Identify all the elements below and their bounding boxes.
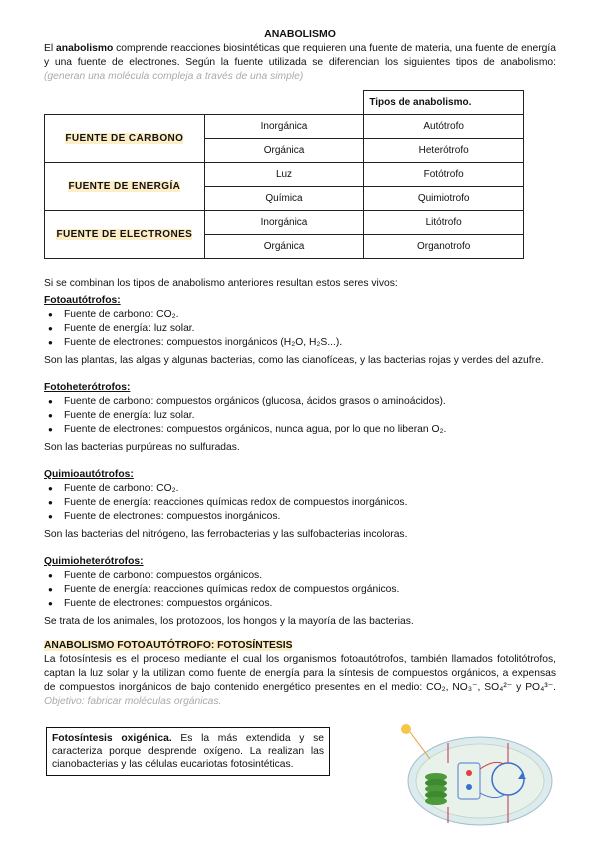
bullet-list <box>44 308 556 350</box>
section-quimioheterotrofos <box>44 555 556 629</box>
section-description: Son las bacterias del nitrógeno, las ferrobacterias y las sulfobacterias incoloras. <box>44 529 408 540</box>
intro-prefix: El <box>44 43 57 54</box>
nadph-icon <box>466 784 472 790</box>
section-fotoheterotrofos <box>44 381 556 455</box>
section-quimioautotrofos <box>44 468 556 542</box>
table-cell: Luz <box>204 163 364 187</box>
table-cell: Orgánica <box>204 235 364 259</box>
list-item: ● Fuente de electrones: compuestos orgánicos. <box>64 597 556 611</box>
list-item: ● Fuente de electrones: compuestos inorgánicos (H₂O, H₂S...). <box>64 336 556 350</box>
list-item: ● Fuente de electrones: compuestos orgánicos, nunca agua, por lo que no liberan O₂. <box>64 423 556 437</box>
list-item: ● Fuente de carbono: compuestos orgánicos. <box>64 569 556 583</box>
table-cell: Heterótrofo <box>364 139 524 163</box>
section-title: Quimioautótrofos: <box>44 469 134 480</box>
group-label-electrons: FUENTE DE ELECTRONES <box>45 211 205 259</box>
group-label-carbon: FUENTE DE CARBONO <box>45 115 205 163</box>
table-cell: Litótrofo <box>364 211 524 235</box>
table-cell: Autótrofo <box>364 115 524 139</box>
group-label-energy: FUENTE DE ENERGÍA <box>45 163 205 211</box>
table-cell: Inorgánica <box>204 115 364 139</box>
combine-text: Si se combinan los tipos de anabolismo anteriores resultan estos seres vivos: <box>44 278 398 289</box>
table-cell: Organotrofo <box>364 235 524 259</box>
section-description: Se trata de los animales, los protozoos, los hongos y la mayoría de las bacterias. <box>44 616 414 627</box>
section-fotoautotrofos <box>44 294 556 368</box>
list-item: ● Fuente de carbono: compuestos orgánicos (glucosa, ácidos grasos o aminoácidos). <box>64 395 556 409</box>
section-description: Son las plantas, las algas y algunas bacterias, como las cianofíceas, y las bacterias rojas y verdes del azufre. <box>44 355 544 366</box>
chloroplast-diagram <box>396 719 556 831</box>
table-cell: Fotótrofo <box>364 163 524 187</box>
table-cell: Inorgánica <box>204 211 364 235</box>
oxygenic-box <box>46 727 330 776</box>
list-item: ● Fuente de energía: reacciones químicas redox de compuestos inorgánicos. <box>64 496 556 510</box>
photosynthesis-hint: Objetivo: fabricar moléculas orgánicas. <box>44 696 222 707</box>
anabolism-types-table <box>44 90 524 259</box>
section-title: Fotoautótrofos: <box>44 295 121 306</box>
list-item: ● Fuente de carbono: CO₂. <box>64 308 556 322</box>
intro-text: comprende reacciones biosintéticas que requieren una fuente de materia, una fuente de energía y una fuente de electrones. Según la fuente utilizada se diferencian los siguientes tipos de anabolismo: <box>44 43 556 68</box>
oxygenic-text: Es la más extendida y se caracteriza porque desprende oxígeno. La realizan las cianobacterias y las células eucariotas fotosintéticas. <box>52 733 324 770</box>
intro-bold-term: anabolismo <box>56 43 114 54</box>
table-cell: Orgánica <box>204 139 364 163</box>
table-cell: Quimiotrofo <box>364 187 524 211</box>
table-header: Tipos de anabolismo. <box>364 91 524 115</box>
table-empty-corner <box>45 91 364 115</box>
bottom-row <box>44 719 556 831</box>
section-title: Fotoheterótrofos: <box>44 382 131 393</box>
photosynthesis-heading: ANABOLISMO FOTOAUTÓTROFO: FOTOSÍNTESIS <box>44 640 293 651</box>
list-item: ● Fuente de carbono: CO₂. <box>64 482 556 496</box>
thylakoid-stack-icon <box>425 773 447 805</box>
bullet-list <box>44 569 556 611</box>
intro-paragraph <box>44 42 556 84</box>
photosynthesis-paragraph: La fotosíntesis es el proceso mediante el cual los organismos fotoautótrofos, también llamados fotolitótrofos, captan la luz solar y la utilizan como fuente de energía para la síntesis de compuestos orgánicos, a expensas de compuestos inorgánicos de bajo contenido energético presentes en el medio: CO₂, NO₃⁻, SO₄²⁻ y PO₄³⁻. Objetivo: fabricar moléculas orgánicas. <box>44 654 556 707</box>
list-item: ● Fuente de energía: luz solar. <box>64 322 556 336</box>
page <box>44 28 556 831</box>
page-title: ANABOLISMO <box>264 28 336 40</box>
section-title: Quimioheterótrofos: <box>44 556 144 567</box>
bullet-list <box>44 395 556 437</box>
atp-icon <box>466 770 472 776</box>
intro-hint: (generan una molécula compleja a través de una simple) <box>44 71 304 82</box>
list-item: ● Fuente de energía: luz solar. <box>64 409 556 423</box>
oxygenic-title: Fotosíntesis oxigénica. <box>52 733 172 744</box>
section-description: Son las bacterias purpúreas no sulfuradas. <box>44 442 240 453</box>
table-cell: Química <box>204 187 364 211</box>
bullet-list <box>44 482 556 524</box>
sun-icon <box>401 724 411 734</box>
list-item: ● Fuente de electrones: compuestos inorgánicos. <box>64 510 556 524</box>
list-item: ● Fuente de energía: reacciones químicas redox de compuestos orgánicos. <box>64 583 556 597</box>
